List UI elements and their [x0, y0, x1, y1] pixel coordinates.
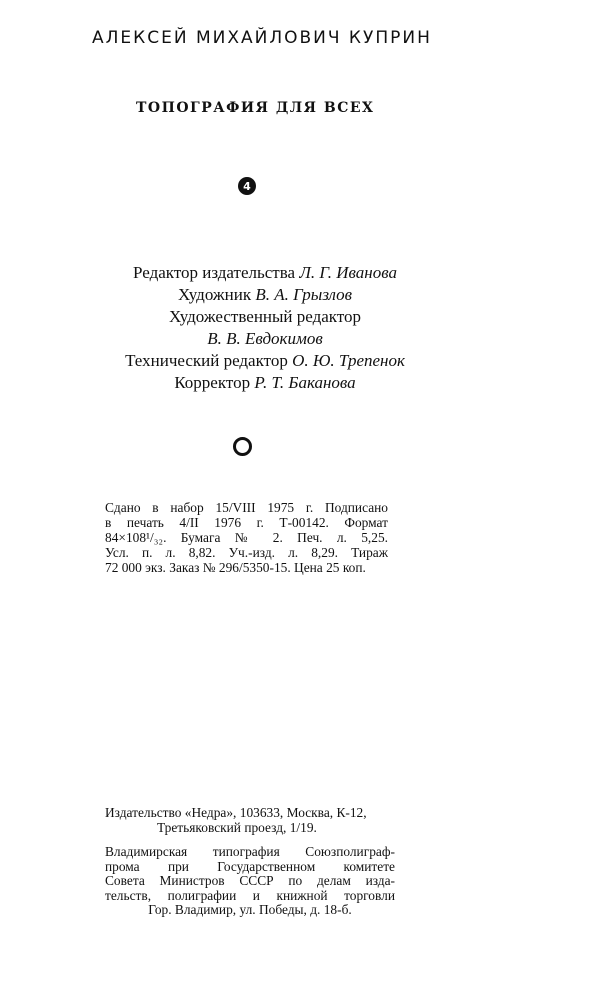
- printer-line: прома при Государственном комитете: [105, 858, 395, 874]
- publisher-line: Издательство «Недра», 103633, Москва, К-12,: [105, 805, 367, 820]
- credits-block: [100, 262, 430, 394]
- credit-person: В. В. Евдокимов: [207, 329, 323, 348]
- print-info-line: в печать 4/II 1976 г. Т-00142. Формат: [105, 515, 388, 530]
- credit-line: [100, 262, 430, 284]
- credit-person: О. Ю. Трепенок: [292, 351, 405, 370]
- print-info-line: Сдано в набор 15/VIII 1975 г. Подписано: [105, 500, 388, 515]
- credit-role: Корректор: [174, 373, 251, 392]
- circle-separator-icon: [233, 437, 252, 456]
- publisher-block: [105, 805, 405, 835]
- credit-role: Технический редактор: [125, 351, 288, 370]
- print-info-block: [105, 500, 388, 575]
- author-name: АЛЕКСЕЙ МИХАЙЛОВИЧ КУПРИН: [92, 28, 432, 48]
- credit-role: Художественный редактор: [168, 307, 362, 326]
- credit-line: [100, 284, 430, 306]
- print-info-line: 72 000 экз. Заказ № 296/5350-15. Цена 25 коп.: [105, 560, 366, 575]
- credit-line: [100, 372, 430, 394]
- credit-person: Р. Т. Баканова: [254, 373, 356, 392]
- credit-person: В. А. Грызлов: [255, 285, 353, 304]
- credit-line: [100, 328, 430, 350]
- credit-role: Редактор издательства: [133, 263, 296, 282]
- series-mark-icon: 4: [238, 177, 256, 195]
- book-title: ТОПОГРАФИЯ ДЛЯ ВСЕХ: [136, 100, 375, 116]
- credit-line: [100, 350, 430, 372]
- print-info-line: Усл. п. л. 8,82. Уч.-изд. л. 8,29. Тираж: [105, 545, 388, 560]
- printer-line: Владимирская типография Союзполиграф-: [105, 844, 395, 859]
- printer-block: [105, 845, 395, 918]
- print-info-line: 84×108¹/₃₂. Бумага № 2. Печ. л. 5,25.: [105, 530, 388, 545]
- publisher-address: Третьяковский проезд, 1/19.: [157, 820, 317, 835]
- credit-line: [100, 306, 430, 328]
- credit-role: Художник: [177, 285, 252, 304]
- printer-address: Гор. Владимир, ул. Победы, д. 18-б.: [148, 902, 352, 917]
- credit-person: Л. Г. Иванова: [299, 263, 397, 282]
- printer-line: Совета Министров СССР по делам изда-: [105, 873, 395, 888]
- printer-line: тельств, полиграфии и книжной торговли: [105, 887, 395, 903]
